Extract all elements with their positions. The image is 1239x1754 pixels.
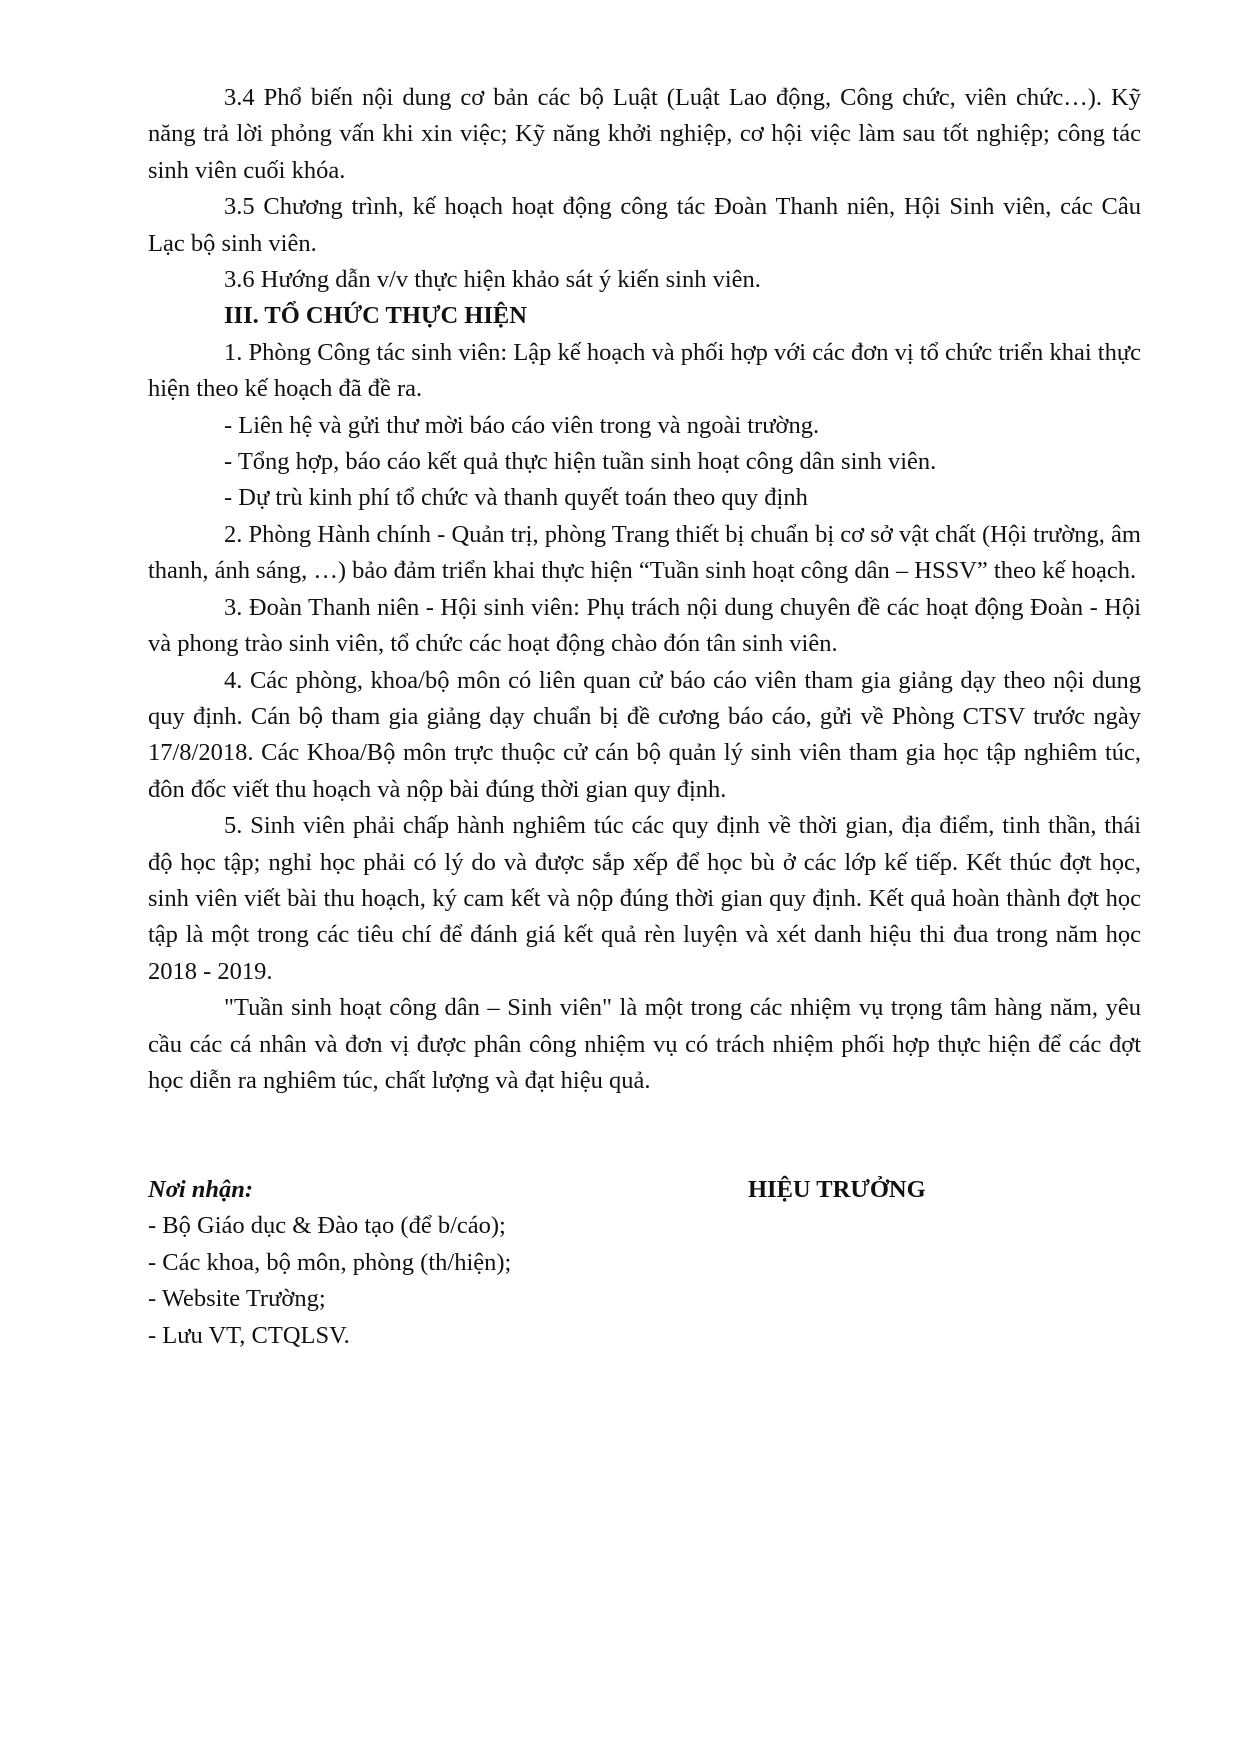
recipients-block [148,1172,668,1354]
paragraph-5: 5. Sinh viên phải chấp hành nghiêm túc các quy định về thời gian, địa điểm, tinh thần, thái độ học tập; nghỉ học phải có lý do và được sắp xếp để học bù ở các lớp kế tiếp. Kết thúc đợt học, sinh viên viết bài thu hoạch, ký cam kết và nộp đúng thời gian quy định. Kết quả hoàn thành đợt học tập là một trong các tiêu chí để đánh giá kết quả rèn luyện và xét danh hiệu thi đua trong năm học 2018 - 2019. [148,812,1141,985]
paragraph-1-item-a: - Liên hệ và gửi thư mời báo cáo viên trong và ngoài trường. [224,411,820,439]
paragraph-1: 1. Phòng Công tác sinh viên: Lập kế hoạch và phối hợp với các đơn vị tổ chức triển khai thực hiện theo kế hoạch đã đề ra. [148,338,1141,403]
paragraph-3: 3. Đoàn Thanh niên - Hội sinh viên: Phụ trách nội dung chuyên đề các hoạt động Đoàn - Hội và phong trào sinh viên, tổ chức các hoạt động chào đón tân sinh viên. [148,593,1141,658]
recipient-item: - Các khoa, bộ môn, phòng (th/hiện); [148,1248,512,1276]
paragraph-1-item-b: - Tổng hợp, báo cáo kết quả thực hiện tuần sinh hoạt công dân sinh viên. [224,448,937,476]
recipient-item: - Website Trường; [148,1285,326,1313]
document-body [148,80,1141,1099]
recipient-item: - Lưu VT, CTQLSV. [148,1321,350,1349]
paragraph-3-6: 3.6 Hướng dẫn v/v thực hiện khảo sát ý kiến sinh viên. [224,266,761,294]
paragraph-3-5: 3.5 Chương trình, kế hoạch hoạt động công tác Đoàn Thanh niên, Hội Sinh viên, các Câu Lạc bộ sinh viên. [148,193,1141,257]
signer-title: HIỆU TRƯỞNG [748,1176,926,1203]
paragraph-closing: "Tuần sinh hoạt công dân – Sinh viên" là một trong các nhiệm vụ trọng tâm hàng năm, yêu cầu các cá nhân và đơn vị được phân công nhiệm vụ có trách nhiệm phối hợp thực hiện để các đợt học diễn ra nghiêm túc, chất lượng và đạt hiệu quả. [148,994,1141,1094]
paragraph-1-item-c: - Dự trù kinh phí tổ chức và thanh quyết toán theo quy định [224,484,808,512]
paragraph-3-4: 3.4 Phổ biến nội dung cơ bản các bộ Luật (Luật Lao động, Công chức, viên chức…). Kỹ năng trả lời phỏng vấn khi xin việc; Kỹ năng khởi nghiệp, cơ hội việc làm sau tốt nghiệp; công tác sinh viên cuối khóa. [148,84,1141,184]
recipients-title: Nơi nhận: [148,1176,254,1203]
paragraph-2: 2. Phòng Hành chính - Quản trị, phòng Trang thiết bị chuẩn bị cơ sở vật chất (Hội trường, âm thanh, ánh sáng, …) bảo đảm triển khai thực hiện “Tuần sinh hoạt công dân – HSSV” theo kế hoạch. [148,520,1141,585]
paragraph-4: 4. Các phòng, khoa/bộ môn có liên quan cử báo cáo viên tham gia giảng dạy theo nội dung quy định. Cán bộ tham gia giảng dạy chuẩn bị đề cương báo cáo, gửi về Phòng CTSV trước ngày 17/8/2018. Các Khoa/Bộ môn trực thuộc cử cán bộ quản lý sinh viên tham gia học tập nghiêm túc, đôn đốc viết thu hoạch và nộp bài đúng thời gian quy định. [148,666,1141,803]
section-heading-iii: III. TỔ CHỨC THỰC HIỆN [224,302,527,330]
recipient-item: - Bộ Giáo dục & Đào tạo (để b/cáo); [148,1212,506,1240]
